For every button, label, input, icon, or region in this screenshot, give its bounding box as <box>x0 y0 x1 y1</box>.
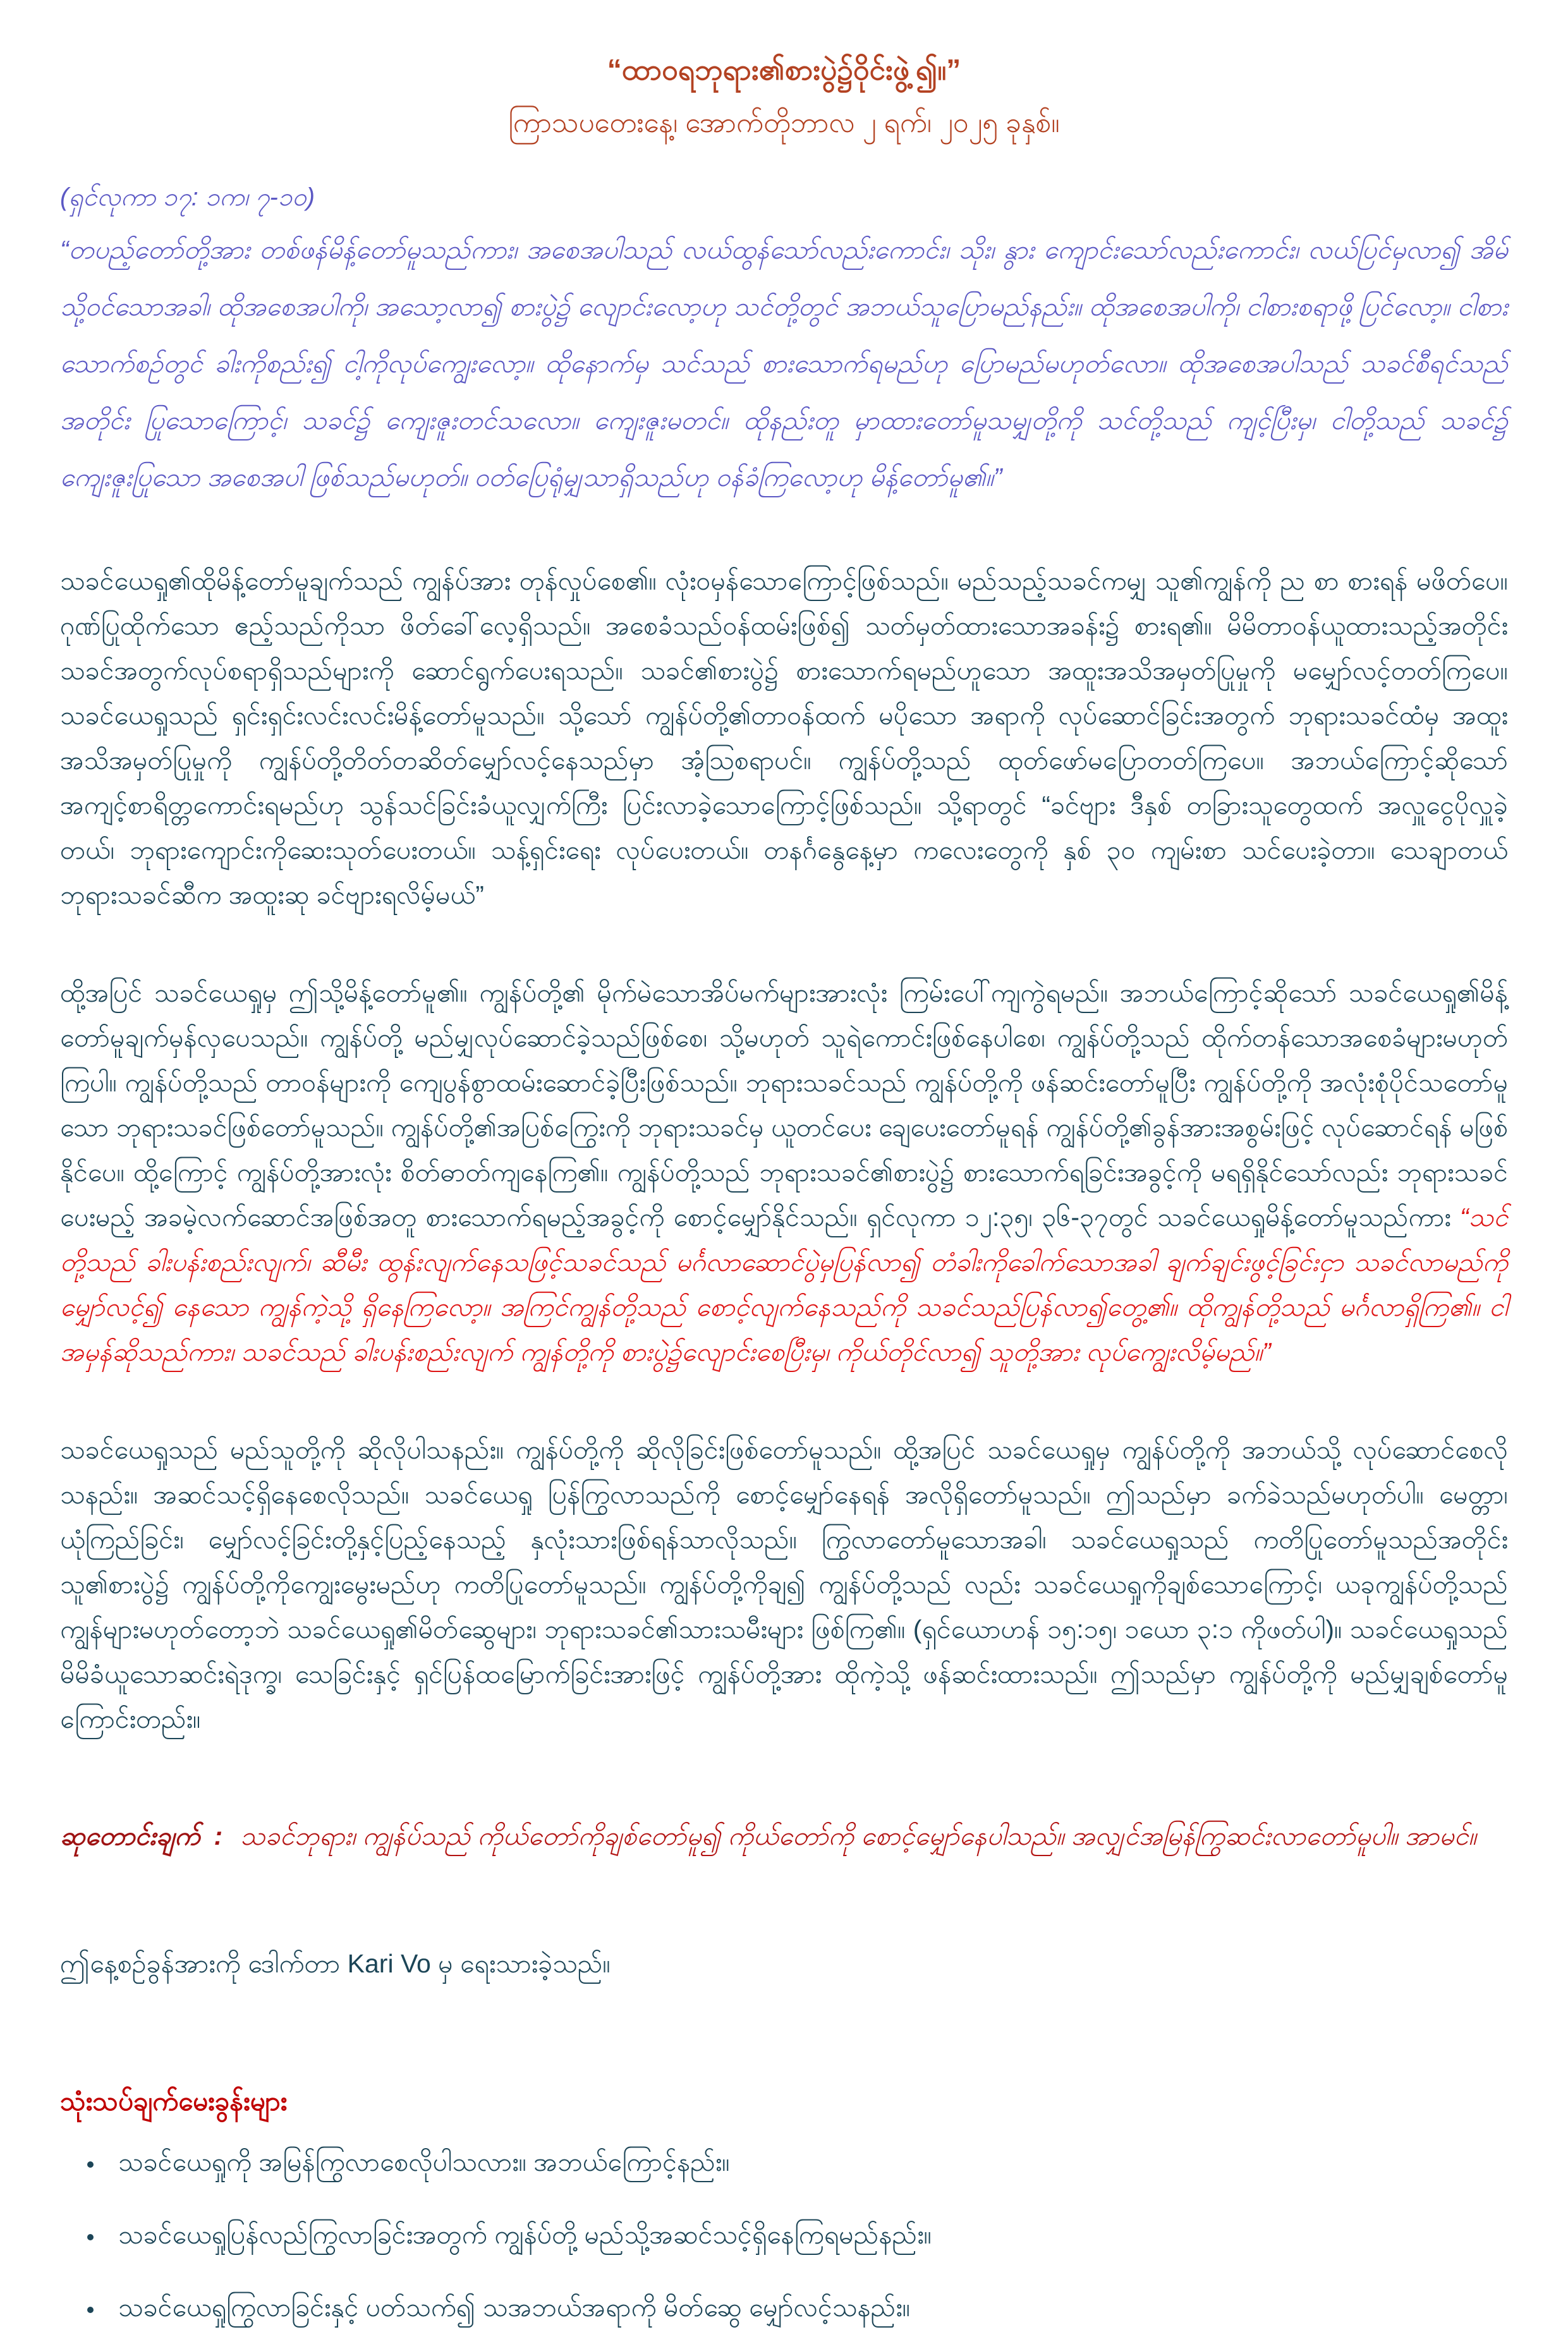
question-item: • သခင်ယေရှုကို အမြန်ကြွလာစေလိုပါသလား။ အဘယ်ကြောင့်နည်း။ <box>104 2140 1508 2185</box>
prayer-paragraph <box>60 1811 1508 1861</box>
scripture-quote: “တပည့်တော်တို့အား တစ်ဖန်မိန့်တော်မူသည်ကား၊ အစေအပါသည် လယ်ထွန်သော်လည်းကောင်း၊ သိုး၊ နွား ကျောင်းသော်လည်းကောင်း၊ လယ်ပြင်မှလာ၍ အိမ်သို့ဝင်သောအခါ၊ ထိုအစေအပါကို၊ အသော့လာ၍ စားပွဲ၌ လျောင်းလော့ဟု သင်တို့တွင် အဘယ်သူပြောမည်နည်း။ ထိုအစေအပါကို၊ ငါစားစရာဖို့ ပြင်လော့။ ငါစားသောက်စဉ်တွင် ခါးကိုစည်း၍ ငါ့ကိုလုပ်ကျွေးလော့။ ထိုနောက်မှ သင်သည် စားသောက်ရမည်ဟု ပြောမည်မဟုတ်လော။ ထိုအစေအပါသည် သခင်စီရင်သည်အတိုင်း ပြုသောကြောင့်၊ သခင်၌ ကျေးဇူးတင်သလော။ ကျေးဇူးမတင်။ ထိုနည်းတူ မှာထားတော်မူသမျှတို့ကို သင်တို့သည် ကျင့်ပြီးမှ၊ ငါတို့သည် သခင်၌ ကျေးဇူးပြုသော အစေအပါ ဖြစ်သည်မဟုတ်။ ဝတ်ပြေရုံမျှသာရှိသည်ဟု ဝန်ခံကြလော့ဟု မိန့်တော်မူ၏။” <box>60 234 1508 492</box>
body-paragraph-2-plain-text: ထို့အပြင် သခင်ယေရှုမှ ဤသို့မိန့်တော်မူ၏။ ကျွန်ပ်တို့၏ မိုက်မဲသောအိပ်မက်များအားလုံး ကြမ်းပေါ်ကျကွဲရမည်။ အဘယ်ကြောင့်ဆိုသော် သခင်ယေရှု၏မိန့်တော်မူချက်မှန်လှပေသည်။ ကျွန်ပ်တို့ မည်မျှလုပ်ဆောင်ခဲ့သည်ဖြစ်စေ၊ သို့မဟုတ် သူရဲကောင်းဖြစ်နေပါစေ၊ ကျွန်ပ်တို့သည် ထိုက်တန်သောအစေခံများမဟုတ်ကြပါ။ ကျွန်ပ်တို့သည် တာဝန်များကို ကျေပွန်စွာထမ်းဆောင်ခဲ့ပြီးဖြစ်သည်။ ဘုရားသခင်သည် ကျွန်ပ်တို့ကို ဖန်ဆင်းတော်မူပြီး ကျွန်ပ်တို့ကို အလုံးစုံပိုင်သတော်မူသော ဘုရားသခင်ဖြစ်တော်မူသည်။ ကျွန်ပ်တို့၏အပြစ်ကြွေးကို ဘုရားသခင်မှ ယူတင်ပေး ချေပေးတော်မူရန် ကျွန်ပ်တို့၏ခွန်အားအစွမ်းဖြင့် လုပ်ဆောင်ရန် မဖြစ်နိုင်ပေ။ ထို့ကြောင့် ကျွန်ပ်တို့အားလုံး စိတ်ဓာတ်ကျနေကြ၏။ ကျွန်ပ်တို့သည် ဘုရားသခင်၏စားပွဲ၌ စားသောက်ရခြင်းအခွင့်ကို မရရှိနိုင်သော်လည်း ဘုရားသခင်ပေးမည့် အခမဲ့လက်ဆောင်အဖြစ်အတူ စားသောက်ရမည့်အခွင့်ကို စောင့်မျှော်နိုင်သည်။ ရှင်လုကာ ၁၂:၃၅၊ ၃၆-၃၇တွင် သခင်ယေရှုမိန့်တော်မူသည်ကား <box>60 978 1508 1232</box>
prayer-separator: : <box>214 1821 223 1850</box>
author-line: ဤနေ့စဉ်ခွန်အားကို ဒေါက်တာ Kari Vo မှ ရေးသားခဲ့သည်။ <box>60 1948 611 1978</box>
question-item: • သခင်ယေရှုပြန်လည်ကြွလာခြင်းအတွက် ကျွန်ပ်တို့ မည်သို့အဆင်သင့်ရှိနေကြရမည်နည်း။ <box>104 2213 1508 2257</box>
body-paragraph-2 <box>60 971 1508 1375</box>
prayer-label: ဆုတောင်းချက် <box>60 1821 200 1850</box>
body-paragraph-1: သခင်ယေရှု၏ထိုမိန့်တော်မူချက်သည် ကျွန်ပ်အား တုန်လှုပ်စေ၏။ လုံးဝမှန်သောကြောင့်ဖြစ်သည်။ မည်သည့်သခင်ကမျှ သူ၏ကျွန်ကို ည စာ စားရန် မဖိတ်ပေ။ ဂုဏ်ပြုထိုက်သော ဧည့်သည်ကိုသာ ဖိတ်ခေါ်လေ့ရှိသည်။ အစေခံသည်ဝန်ထမ်းဖြစ်၍ သတ်မှတ်ထားသောအခန်း၌ စားရ၏။ မိမိတာဝန်ယူထားသည့်အတိုင်းသခင်အတွက်လုပ်စရာရှိသည်များကို ဆောင်ရွက်ပေးရသည်။ သခင်၏စားပွဲ၌ စားသောက်ရမည်ဟူသော အထူးအသိအမှတ်ပြုမှုကို မမျှော်လင့်တတ်ကြပေ။ သခင်ယေရှုသည် ရှင်းရှင်းလင်းလင်းမိန့်တော်မူသည်။ သို့သော် ကျွန်ပ်တို့၏တာဝန်ထက် မပိုသော အရာကို လုပ်ဆောင်ခြင်းအတွက် ဘုရားသခင်ထံမှ အထူးအသိအမှတ်ပြုမှုကို ကျွန်ပ်တို့တိတ်တဆိတ်မျှော်လင့်နေသည်မှာ အံ့ဩစရာပင်။ ကျွန်ပ်တို့သည် ထုတ်ဖော်မပြောတတ်ကြပေ။ အဘယ်ကြောင့်ဆိုသော်အကျင့်စာရိတ္တကောင်းရမည်ဟု သွန်သင်ခြင်းခံယူလျှက်ကြီး ပြင်းလာခဲ့သောကြောင့်ဖြစ်သည်။ သို့ရာတွင် “ခင်ဗျား ဒီနှစ် တခြားသူတွေထက် အလှူငွေပိုလှူခဲ့တယ်၊ ဘုရားကျောင်းကိုဆေးသုတ်ပေးတယ်။ သန့်ရှင်းရေး လုပ်ပေးတယ်။ တနင်္ဂနွေနေ့မှာ ကလေးတွေကို နှစ် ၃၀ ကျမ်းစာ သင်ပေးခဲ့တာ။ သေချာတယ် ဘုရားသခင်ဆီက အထူးဆု ခင်ဗျားရလိမ့်မယ်” <box>60 566 1508 909</box>
body-paragraph-2-red-quote: “သင်တို့သည် ခါးပန်းစည်းလျက်၊ ဆီမီး ထွန်းလျက်နေသဖြင့်သခင်သည် မင်္ဂလာဆောင်ပွဲမှပြန်လာ၍ တံခါးကိုခေါက်သောအခါ ချက်ချင်းဖွင့်ခြင်းငှာ သခင်လာမည်ကိုမျှော်လင့်၍ နေသော ကျွန်ကဲ့သို့ ရှိနေကြလော့။ အကြင်ကျွန်တို့သည် စောင့်လျက်နေသည်ကို သခင်သည်ပြန်လာ၍တွေ့၏။ ထိုကျွန်တို့သည် မင်္ဂလာရှိကြ၏။ ငါအမှန်ဆိုသည်ကား၊ သခင်သည် ခါးပန်းစည်းလျက် ကျွန်တို့ကို စားပွဲ၌လျောင်းစေပြီးမှ၊ ကိုယ်တိုင်လာ၍ သူတို့အား လုပ်ကျွေးလိမ့်မည်။” <box>60 1202 1508 1366</box>
body-paragraph-3: သခင်ယေရှုသည် မည်သူတို့ကို ဆိုလိုပါသနည်း။ ကျွန်ပ်တို့ကို ဆိုလိုခြင်းဖြစ်တော်မူသည်။ ထို့အပြင် သခင်ယေရှုမှ ကျွန်ပ်တို့ကို အဘယ်သို့ လုပ်ဆောင်စေလိုသနည်း။ အဆင်သင့်ရှိနေစေလိုသည်။ သခင်ယေရှု ပြန်ကြွလာသည်ကို စောင့်မျှော်နေရန် အလိုရှိတော်မူသည်။ ဤသည်မှာ ခက်ခဲသည်မဟုတ်ပါ။ မေတ္တာ၊ ယုံကြည်ခြင်း၊ မျှော်လင့်ခြင်းတို့နှင့်ပြည့်နေသည့် နှလုံးသားဖြစ်ရန်သာလိုသည်။ ကြွလာတော်မူသောအခါ၊ သခင်ယေရှုသည် ကတိပြုတော်မူသည်အတိုင်း သူ၏စားပွဲ၌ ကျွန်ပ်တို့ကိုကျွေးမွေးမည်ဟု ကတိပြုတော်မူသည်။ ကျွန်ပ်တို့ကိုချ၍ ကျွန်ပ်တို့သည် လည်း သခင်ယေရှုကိုချစ်သောကြောင့်၊ ယခုကျွန်ပ်တို့သည် ကျွန်များမဟုတ်တော့ဘဲ သခင်ယေရှု၏မိတ်ဆွေများ၊ ဘုရားသခင်၏သားသမီးများ ဖြစ်ကြ၏။ (ရှင်ယောဟန် ၁၅:၁၅၊ ၁ယော ၃:၁ ကိုဖတ်ပါ)။ သခင်ယေရှုသည် မိမိခံယူသောဆင်းရဲဒုက္ခ၊ သေခြင်းနှင့် ရှင်ပြန်ထမြောက်ခြင်းအားဖြင့် ကျွန်ပ်တို့အား ထိုကဲ့သို့ ဖန်ဆင်းထားသည်။ ဤသည်မှာ ကျွန်ပ်တို့ကို မည်မျှချစ်တော်မူကြောင်းတည်း။ <box>60 1435 1508 1734</box>
scripture-reference: (ရှင်လုကာ ၁၇: ၁က၊ ၇-၁၀) <box>60 183 315 211</box>
questions-heading: သုံးသပ်ချက်မေးခွန်းများ <box>60 2086 288 2116</box>
date-line: ကြာသပတေးနေ့၊ အောက်တိုဘာလ ၂ ရက်၊ ၂၀၂၅ ခုနှစ်။ <box>508 107 1060 139</box>
prayer-text: သခင်ဘုရား၊ ကျွန်ပ်သည် ကိုယ်တော်ကိုချစ်တော်မူ၍ ကိုယ်တော်ကို စောင့်မျှော်နေပါသည်။ အလျှင်အမြန်ကြွဆင်းလာတော်မူပါ။ အာမင်။ <box>240 1821 1476 1850</box>
questions-list <box>60 2140 1508 2330</box>
page-title: “ထာဝရဘုရား၏စားပွဲ၌ဝိုင်းဖွဲ့၍။” <box>607 53 961 86</box>
question-item: • သခင်ယေရှုကြွလာခြင်းနှင့် ပတ်သက်၍ သအဘယ်အရာကို မိတ်ဆွေ မျှော်လင့်သနည်း။ <box>104 2285 1508 2330</box>
